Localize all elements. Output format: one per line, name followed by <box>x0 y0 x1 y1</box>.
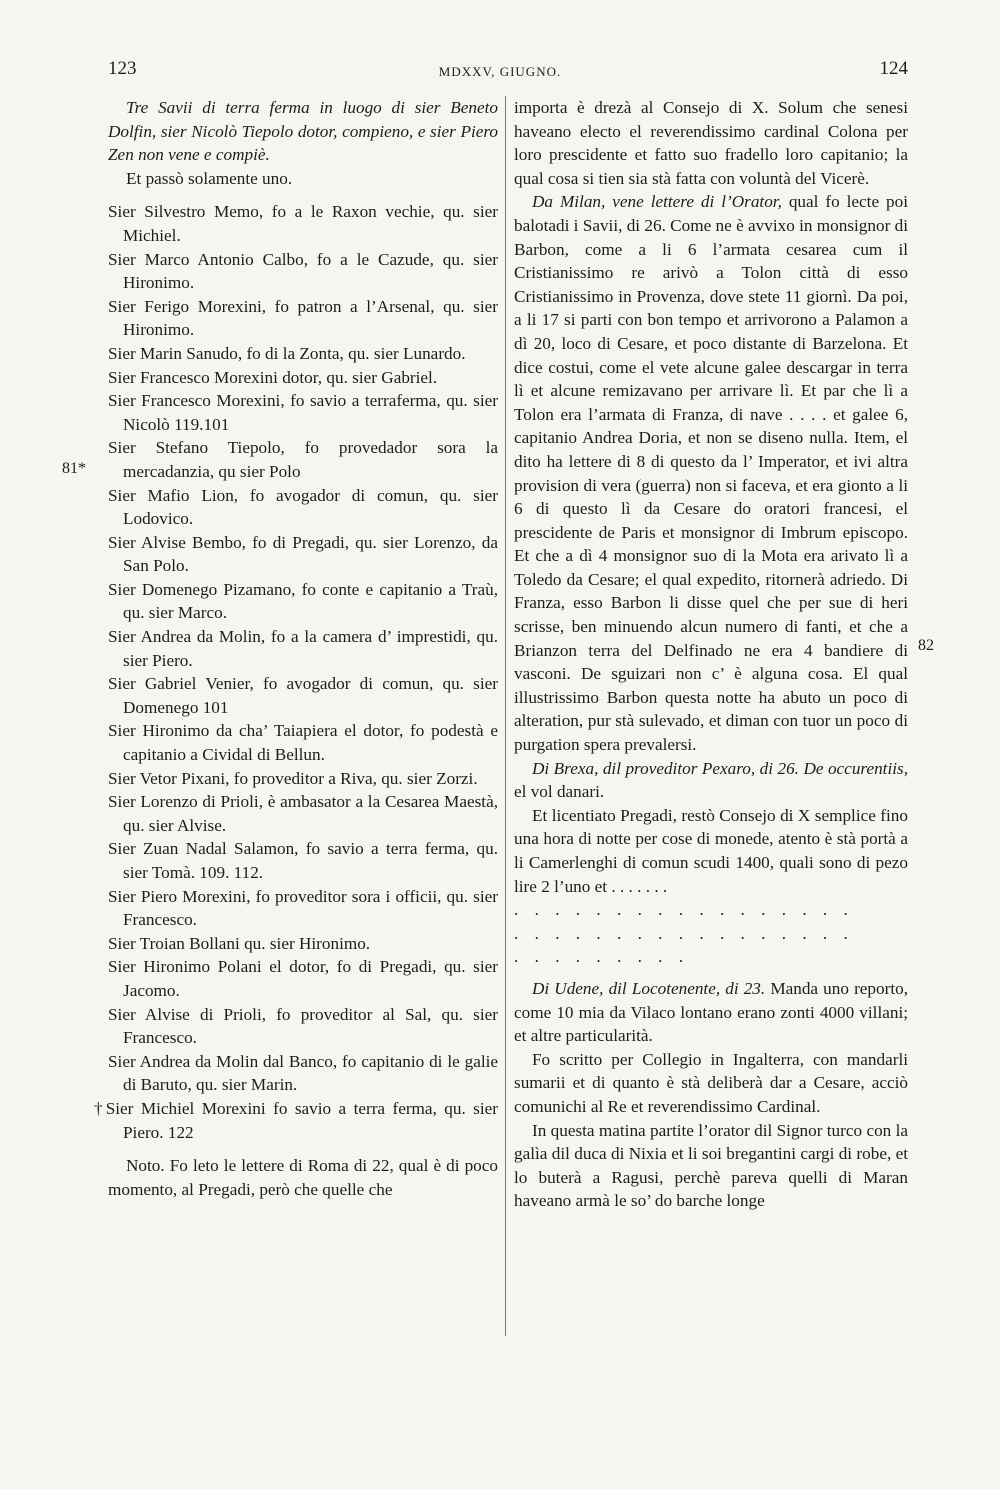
list-item: Sier Marco Antonio Calbo, fo a le Cazude, qu. sier Hironimo. <box>108 249 498 293</box>
paragraph-5-lead: Di Udene, dil Locotenente, di 23. <box>532 978 766 998</box>
running-head: MDXXV, GIUGNO. <box>438 64 562 79</box>
list-item: Sier Francesco Morexini dotor, qu. sier Gabriel. <box>108 367 438 387</box>
list-item-text: Sier Michiel Morexini fo savio a terra ferma, qu. sier Piero. 122 <box>105 1098 498 1142</box>
right-column <box>514 96 908 1213</box>
paragraph-2 <box>514 190 908 756</box>
list-item: Sier Vetor Pixani, fo proveditor a Riva, qu. sier Zorzi. <box>108 768 478 788</box>
list-item: Sier Gabriel Venier, fo avogador di comun, qu. sier Domenego 101 <box>108 674 498 717</box>
cross-mark: † <box>94 1098 106 1118</box>
left-column <box>94 96 498 1201</box>
paragraph-4: Et licentiato Pregadi, restò Consejo di X semplice fino una hora di notte per cose di monede, atento è stà portà a li Camerlenghi di comun scudi 1400, quali sono di pezo lire 2 l’uno et . . . . . . . <box>514 805 908 896</box>
paragraph-2-lead: Da Milan, vene lettere di l’Orator, <box>532 192 782 212</box>
list-item: Sier Stefano Tiepolo, fo provedador sora la mercadanzia, qu sier Polo <box>108 438 498 481</box>
paragraph-5 <box>514 977 908 1048</box>
list-item: Sier Francesco Morexini, fo savio a terraferma, qu. sier Nicolò 119.101 <box>108 391 498 434</box>
paragraph-7: In questa matina partite l’orator dil Signor turco con la galìa dil duca di Nixia et li soi bregantini cargi di robe, et lo buterà a Ragusi, perchè pareva quelli di Maran haveano armà le so’ do barche longe <box>514 1120 908 1211</box>
paragraph-6: Fo scritto per Collegio in Ingalterra, con mandarli sumarii et di quanto è stà deliberà dar a Cesare, acciò comunichi al Re et reverendissimo Cardinal. <box>514 1049 908 1116</box>
list-item: Sier Andrea da Molin dal Banco, fo capitanio di le galie di Baruto, qu. sier Marin. <box>108 1051 498 1095</box>
ellipsis-line: . . . . . . . . . . . . . . . . . <box>514 923 854 943</box>
ellipsis-line: . . . . . . . . . . . . . . . . . <box>514 900 854 920</box>
list-item: Sier Ferigo Morexini, fo patron a l’Arsenal, qu. sier Hironimo. <box>108 296 498 340</box>
list-item: Sier Alvise di Prioli, fo proveditor al Sal, qu. sier Francesco. <box>108 1004 498 1048</box>
list-item: Sier Domenego Pizamano, fo conte e capitanio a Traù, qu. sier Marco. <box>108 579 498 623</box>
list-item: Sier Piero Morexini, fo proveditor sora i officii, qu. sier Francesco. <box>108 886 498 930</box>
margin-note-right: 82 <box>918 637 934 654</box>
list-item: Sier Troian Bollani qu. sier Hironimo. <box>108 933 371 953</box>
paragraph-1: importa è drezà al Consejo di X. Solum che senesi haveano electo el reverendissimo cardinal Colona per loro prescidente et fatto suo fradello loro capitanio; la qual cosa si tien sia stà fatta con voluntà del Vicerè. <box>514 98 908 188</box>
page-number-right: 124 <box>879 58 908 79</box>
list-item: Sier Alvise Bembo, fo di Pregadi, qu. sier Lorenzo, da San Polo. <box>108 532 498 576</box>
paragraph-3 <box>514 757 908 804</box>
list-item: Sier Hironimo Polani el dotor, fo di Pregadi, qu. sier Jacomo. <box>108 957 498 1000</box>
intro-paragraph: Tre Savii di terra ferma in luogo di sier Beneto Dolfin, sier Nicolò Tiepolo dotor, compieno, e sier Piero Zen non vene e compiè. <box>108 98 498 165</box>
intro-tail: Et passò solamente uno. <box>126 168 293 188</box>
paragraph-3-body: el vol danari. <box>514 782 605 802</box>
list-item: Sier Silvestro Memo, fo a le Raxon vechie, qu. sier Michiel. <box>108 202 498 245</box>
list-item-marked <box>94 1097 498 1144</box>
paragraph-5-body: Manda uno reporto, come 10 mia da Vilaco lontano erano zonti 4000 villani; et altre particularità. <box>514 978 908 1046</box>
paragraph-2-body: qual fo lecte poi balotadi i Savii, di 26. Come ne è avvixo in monsignor di Barbon, come a li 6 l’armata cesarea cum il Cristianissimo re arivò a Tolon città di esso Cristianissimo in Provenza, dove stete 11 giornì. Da poi, a li 17 si parti con bon tempo et arrivorono a Palamon a dì 20, loco di Cesare, et poco distante di Barzelona. Et dice costui, come el vete alcune galee descargar in terra lì et alcune remizavano per arrivare lì. Et par che lì a Tolon era l’armata di Franza, di nave . . . . et galee 6, capitanio Andrea Doria, et non se diseno nulla. Item, el dito ha lettere di 8 di questo da l’ Imperator, et ivi altra provision di vera (guerra) non si faceva, et era gionto a li 6 di questo lì da Cesare do oratori francesi, el prescidente de Paris et monsignor di Imbrum episcopo. Et che a dì 4 monsignor suo di la Mota era arivato lì a Toledo da Cesare; el qual expedito, ritornerà adriedo. Di Franza, esso Barbon li disse quel che per sue di heri scrisse, ben minuendo alcun numero di fanti, et che a Brianzon terra del Delfinado ne era 4 bandiere di vasconi. De sguizari non c’ è alguna cosa. El qual illustrissimo Barbon questa notte ha abuto un poco di alteration, pur stà sulevado, et diman con tuor un poco di purgation spera prevalersi. <box>514 192 908 755</box>
margin-note-left: 81* <box>62 460 86 477</box>
list-item: Sier Hironimo da cha’ Taiapiera el dotor, fo podestà e capitanio a Cividal di Bellun. <box>108 721 498 765</box>
list-item: Sier Mafio Lion, fo avogador di comun, qu. sier Lodovico. <box>108 485 498 529</box>
list-item: Sier Marin Sanudo, fo di la Zonta, qu. sier Lunardo. <box>108 343 466 363</box>
list-item: Sier Zuan Nadal Salamon, fo savio a terra ferma, qu. sier Tomà. 109. 112. <box>108 839 498 882</box>
column-divider <box>505 96 506 1336</box>
paragraph-3-lead: Di Brexa, dil proveditor Pexaro, di 26. De occurentiis, <box>532 758 908 778</box>
page-number-left: 123 <box>108 58 137 79</box>
list-item: Sier Lorenzo di Prioli, è ambasator a la Cesarea Maestà, qu. sier Alvise. <box>108 792 498 835</box>
ellipsis-line: . . . . . . . . . <box>514 947 690 967</box>
list-item: Sier Andrea da Molin, fo a la camera d’ imprestidi, qu. sier Piero. <box>108 627 498 670</box>
closing-paragraph: Noto. Fo leto le lettere di Roma di 22, qual è di poco momento, al Pregadi, però che quelle che <box>108 1156 498 1199</box>
